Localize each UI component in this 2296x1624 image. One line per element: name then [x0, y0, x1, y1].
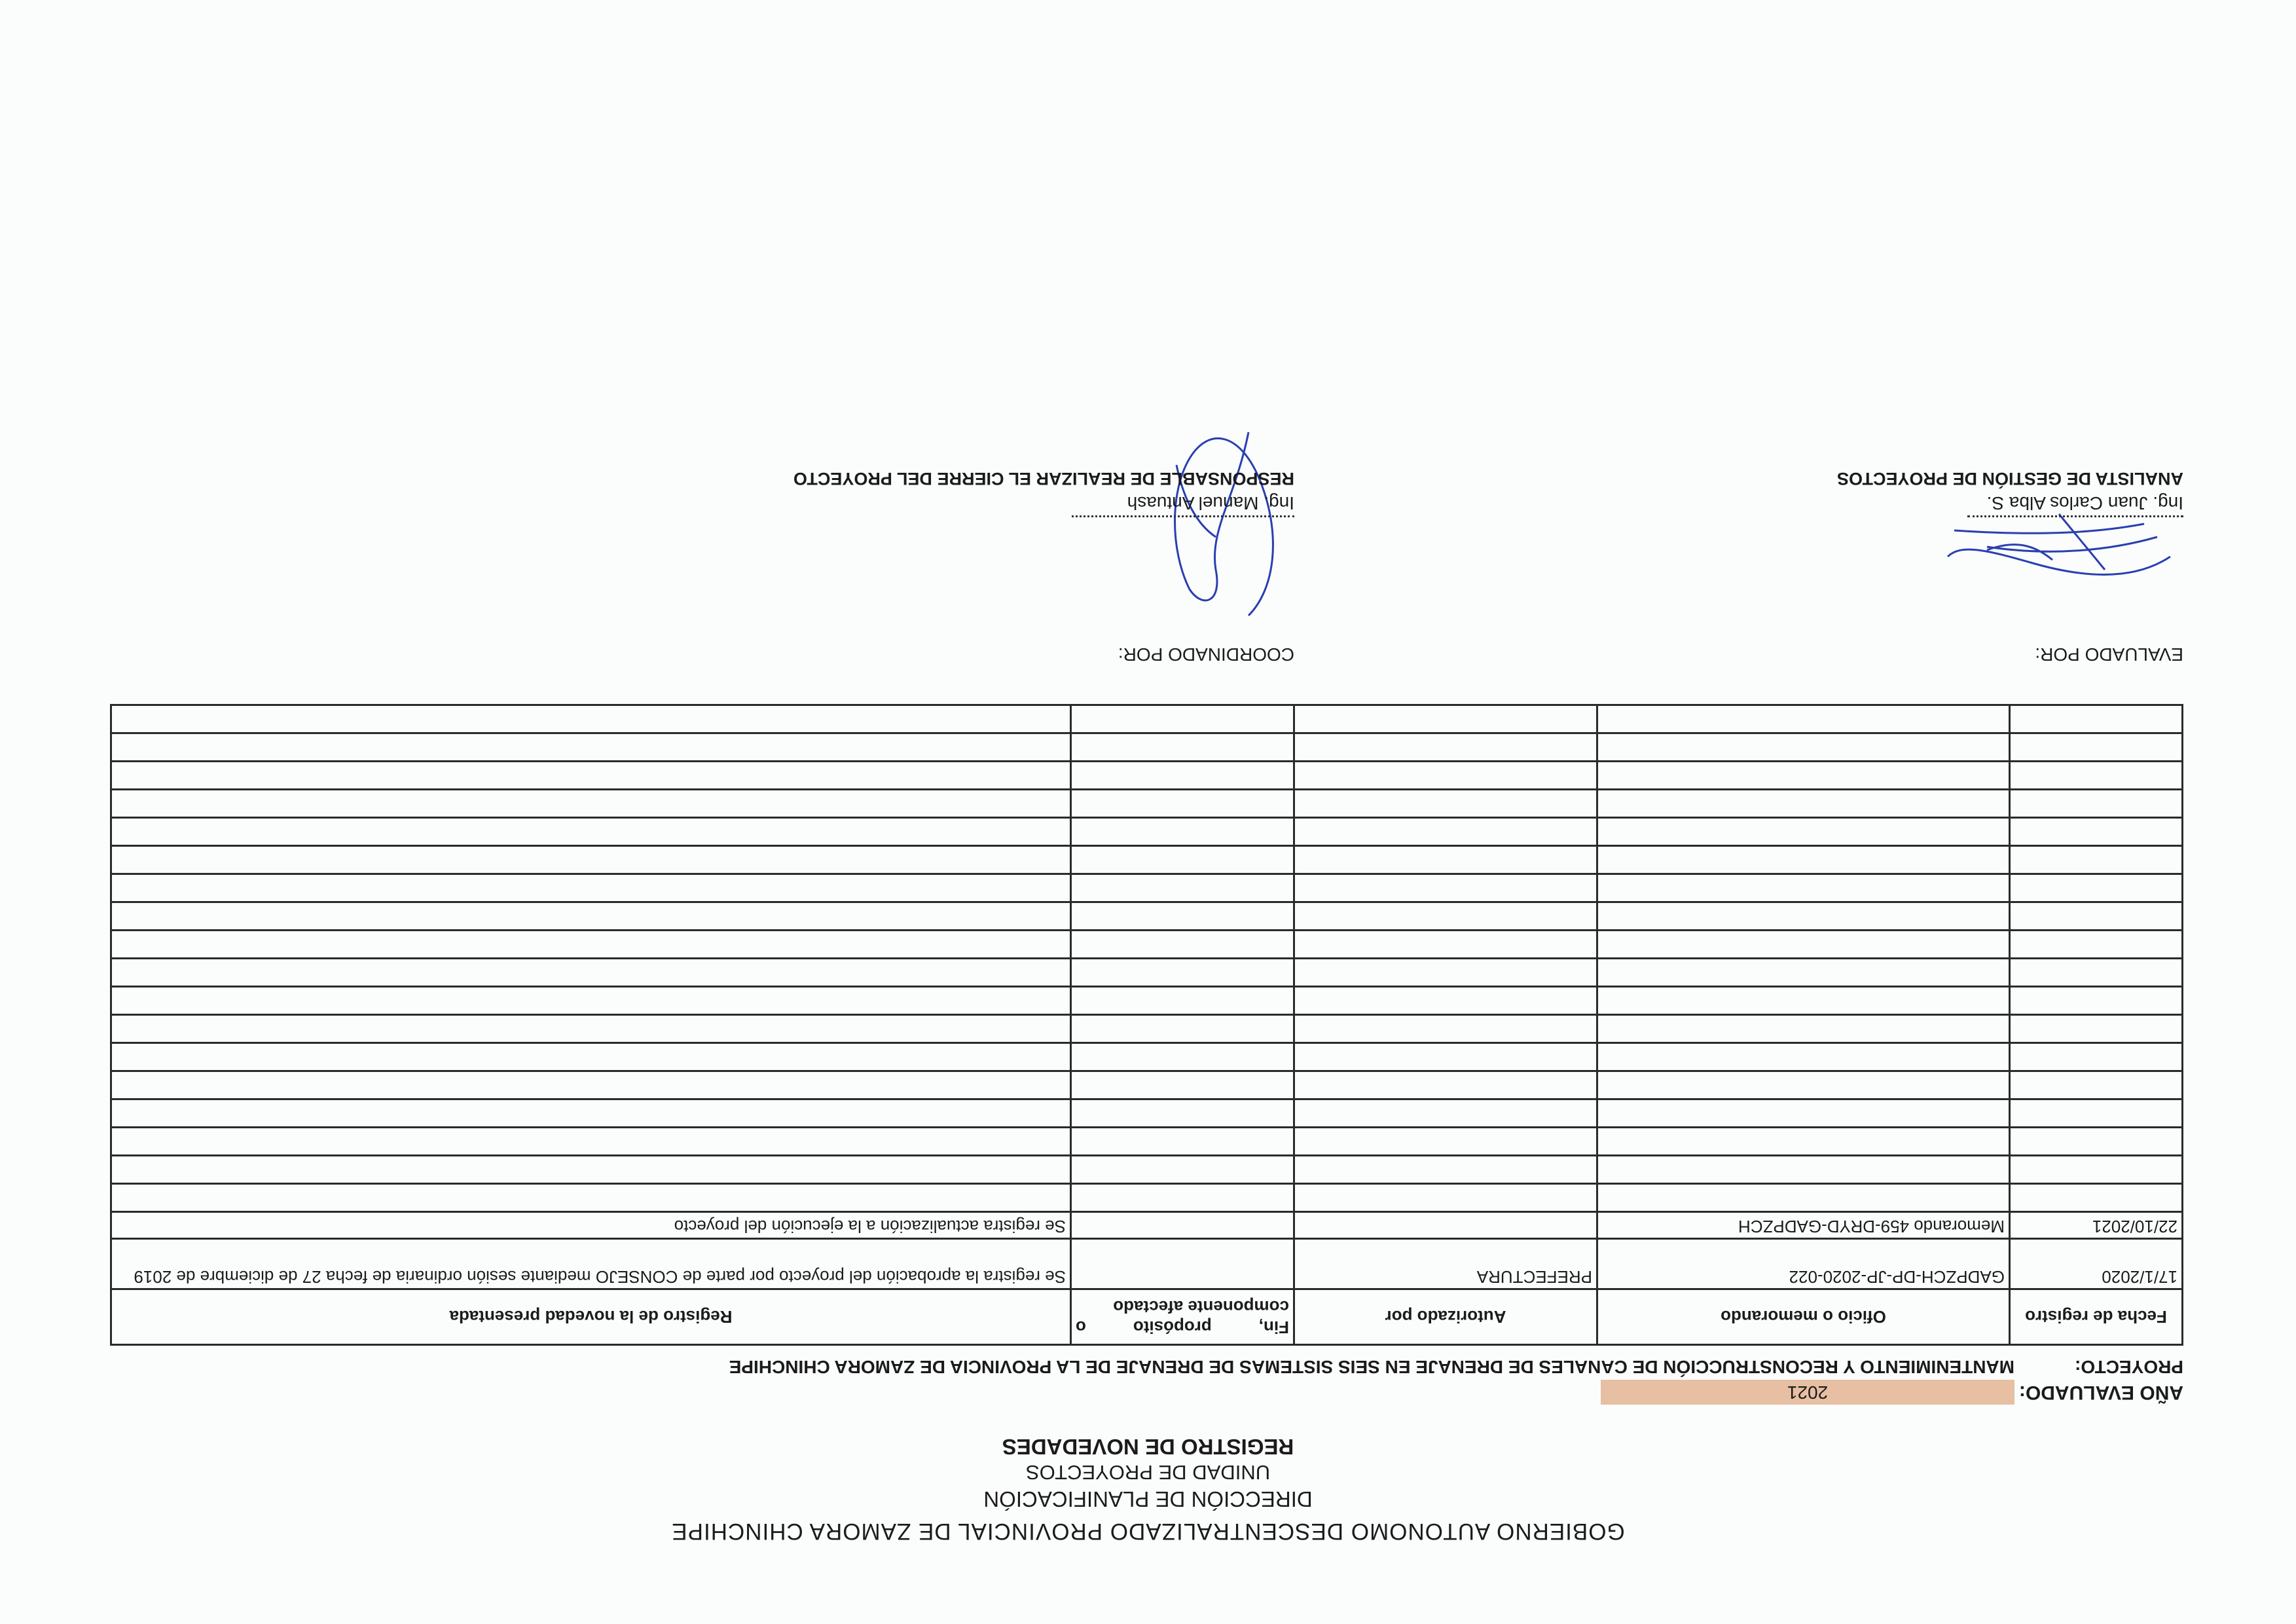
table-row-empty [111, 931, 2183, 959]
cell-authorized: PREFECTURA [1294, 1239, 1597, 1289]
empty-cell [1071, 733, 1294, 762]
empty-cell [111, 733, 1071, 762]
empty-cell [1071, 790, 1294, 818]
empty-cell [2010, 818, 2183, 846]
empty-cell [1071, 874, 1294, 902]
empty-cell [1597, 931, 2010, 959]
empty-cell [1294, 846, 1597, 874]
empty-cell [1071, 705, 1294, 733]
table-row-empty [111, 790, 2183, 818]
empty-cell [111, 1071, 1071, 1099]
novelties-table [110, 704, 2183, 1346]
col-header-authorized: Autorizado por [1294, 1289, 1597, 1345]
empty-cell [1597, 874, 2010, 902]
coordinator-name: Ing. Manuel Antuash [1127, 493, 1294, 513]
empty-cell [111, 1156, 1071, 1184]
table-row [111, 1212, 2183, 1239]
table-row-empty [111, 1156, 2183, 1184]
empty-cell [1294, 1071, 1597, 1099]
empty-cell [1597, 762, 2010, 790]
coordinator-signature-line [1072, 515, 1294, 517]
empty-cell [1294, 987, 1597, 1015]
table-row-empty [111, 733, 2183, 762]
empty-cell [1597, 1043, 2010, 1071]
empty-cell [1071, 1099, 1294, 1128]
coordinated-by-label: COORDINADO POR: [1118, 644, 1294, 665]
table-row-empty [111, 987, 2183, 1015]
cell-date: 17/1/2020 [2010, 1239, 2183, 1289]
empty-cell [1294, 762, 1597, 790]
empty-cell [1597, 1015, 2010, 1043]
col-header-novelty: Registro de la novedad presentada [111, 1289, 1071, 1345]
empty-cell [1071, 1156, 1294, 1184]
document-title: REGISTRO DE NOVEDADES [1002, 1435, 1294, 1459]
table-row-empty [111, 762, 2183, 790]
empty-cell [1071, 931, 1294, 959]
evaluator-name: Ing. Juan Carlos Alba S. [1986, 493, 2183, 513]
empty-cell [2010, 931, 2183, 959]
empty-cell [2010, 959, 2183, 987]
cell-memo: GADPZCH-DP-JP-2020-022 [1597, 1239, 2010, 1289]
table-row-empty [111, 902, 2183, 931]
project-label: PROYECTO: [2075, 1357, 2183, 1377]
handwritten-signature-icon [1144, 419, 1288, 629]
empty-cell [2010, 762, 2183, 790]
empty-cell [2010, 1071, 2183, 1099]
empty-cell [1294, 1128, 1597, 1156]
cell-authorized [1294, 1212, 1597, 1239]
empty-cell [2010, 902, 2183, 931]
col-header-component: Fin, propósito o componente afectado [1071, 1289, 1294, 1345]
empty-cell [1071, 987, 1294, 1015]
empty-cell [1071, 959, 1294, 987]
empty-cell [1597, 733, 2010, 762]
empty-cell [1597, 818, 2010, 846]
year-label: AÑO EVALUADO: [2018, 1382, 2183, 1403]
table-row-empty [111, 1043, 2183, 1071]
empty-cell [111, 902, 1071, 931]
empty-cell [2010, 1184, 2183, 1212]
empty-cell [2010, 1043, 2183, 1071]
empty-cell [2010, 1099, 2183, 1128]
empty-cell [1071, 1128, 1294, 1156]
empty-cell [111, 790, 1071, 818]
empty-cell [1294, 705, 1597, 733]
evaluated-by-label: EVALUADO POR: [2035, 644, 2183, 665]
cell-novelty: Se registra la aprobación del proyecto por parte de CONSEJO mediante sesión ordinaria de fecha 27 de diciembre de 2019 [111, 1239, 1071, 1289]
empty-cell [1294, 1043, 1597, 1071]
table-row [111, 1239, 2183, 1289]
empty-cell [1597, 1071, 2010, 1099]
table-row-empty [111, 1071, 2183, 1099]
empty-cell [1294, 874, 1597, 902]
col-header-date: Fecha de registro [2010, 1289, 2183, 1345]
table-row-empty [111, 818, 2183, 846]
empty-cell [1071, 1071, 1294, 1099]
empty-cell [111, 987, 1071, 1015]
empty-cell [1294, 902, 1597, 931]
evaluator-title: ANALISTA DE GESTIÓN DE PROYECTOS [1836, 469, 2183, 489]
empty-cell [1294, 1015, 1597, 1043]
cell-component [1071, 1239, 1294, 1289]
empty-cell [111, 846, 1071, 874]
cell-memo: Memorando 459-DRYD-GADPZCH [1597, 1212, 2010, 1239]
empty-cell [1597, 902, 2010, 931]
empty-cell [111, 762, 1071, 790]
empty-cell [111, 1099, 1071, 1128]
empty-cell [1597, 846, 2010, 874]
empty-cell [1294, 1184, 1597, 1212]
unit-name: UNIDAD DE PROYECTOS [1025, 1461, 1271, 1484]
empty-cell [111, 1043, 1071, 1071]
empty-cell [2010, 846, 2183, 874]
empty-cell [111, 1015, 1071, 1043]
year-value: 2021 [1601, 1380, 2014, 1405]
empty-cell [1597, 959, 2010, 987]
empty-cell [111, 874, 1071, 902]
empty-cell [1294, 1099, 1597, 1128]
empty-cell [1071, 1043, 1294, 1071]
empty-cell [111, 818, 1071, 846]
empty-cell [111, 1184, 1071, 1212]
empty-cell [2010, 1128, 2183, 1156]
empty-cell [1597, 987, 2010, 1015]
empty-cell [1294, 733, 1597, 762]
empty-cell [1071, 1184, 1294, 1212]
empty-cell [1071, 762, 1294, 790]
empty-cell [1294, 818, 1597, 846]
evaluator-signature-line [1967, 515, 2183, 517]
empty-cell [1071, 902, 1294, 931]
empty-cell [2010, 1015, 2183, 1043]
col-header-memo: Oficio o memorando [1597, 1289, 2010, 1345]
table-row-empty [111, 1184, 2183, 1212]
direction-name: DIRECCIÓN DE PLANIFICACIÓN [983, 1487, 1313, 1511]
empty-cell [111, 931, 1071, 959]
empty-cell [1294, 959, 1597, 987]
empty-cell [1597, 705, 2010, 733]
project-name: MANTENIMIENTO Y RECONSTRUCCIÓN DE CANALES DE DRENAJE EN SEIS SISTEMAS DE DRENAJE DE LA PROVINCIA DE ZAMORA CHINCHIPE [729, 1357, 2014, 1377]
empty-cell [1597, 1128, 2010, 1156]
empty-cell [1597, 1156, 2010, 1184]
empty-cell [111, 959, 1071, 987]
empty-cell [1597, 1099, 2010, 1128]
cell-novelty: Se registra actualización a la ejecución del proyecto [111, 1212, 1071, 1239]
empty-cell [2010, 1156, 2183, 1184]
empty-cell [1294, 931, 1597, 959]
empty-cell [1294, 1156, 1597, 1184]
table-row-empty [111, 705, 2183, 733]
empty-cell [2010, 705, 2183, 733]
table-header-row [111, 1289, 2183, 1345]
table-row-empty [111, 846, 2183, 874]
empty-cell [111, 1128, 1071, 1156]
empty-cell [1294, 790, 1597, 818]
empty-cell [111, 705, 1071, 733]
coordinator-title: RESPONSABLE DE REALIZAR EL CIERRE DEL PROYECTO [793, 469, 1294, 489]
table-row-empty [111, 1128, 2183, 1156]
cell-date: 22/10/2021 [2010, 1212, 2183, 1239]
coordinator-signature [1144, 416, 1288, 629]
table-row-empty [111, 959, 2183, 987]
empty-cell [1597, 790, 2010, 818]
empty-cell [2010, 874, 2183, 902]
empty-cell [2010, 733, 2183, 762]
empty-cell [1071, 818, 1294, 846]
empty-cell [1071, 1015, 1294, 1043]
table-row-empty [111, 1015, 2183, 1043]
table-row-empty [111, 1099, 2183, 1128]
org-name: GOBIERNO AUTONOMO DESCENTRALIZADO PROVINCIAL DE ZAMORA CHINCHIPE [671, 1519, 1625, 1544]
empty-cell [2010, 987, 2183, 1015]
empty-cell [1071, 846, 1294, 874]
empty-cell [2010, 790, 2183, 818]
cell-component [1071, 1212, 1294, 1239]
empty-cell [1597, 1184, 2010, 1212]
table-row-empty [111, 874, 2183, 902]
